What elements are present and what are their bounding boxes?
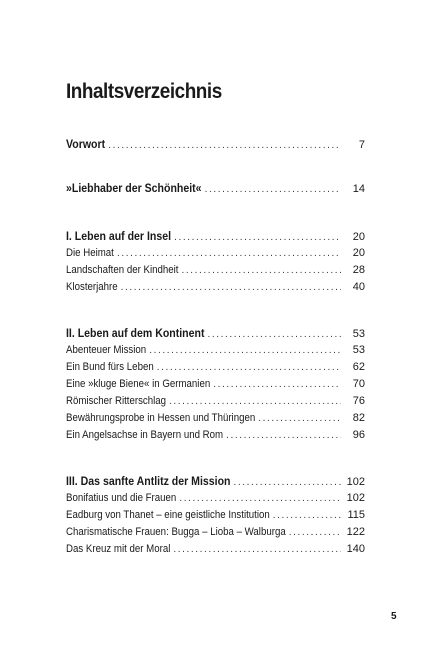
- toc-label: Bonifatius und die Frauen: [66, 492, 177, 504]
- toc-label: I. Leben auf der Insel: [66, 229, 172, 243]
- toc-entry[interactable]: [66, 342, 365, 358]
- toc-page: 14: [352, 183, 365, 195]
- toc-page: 40: [352, 281, 365, 293]
- toc-label: Römischer Ritterschlag: [66, 395, 167, 407]
- dot-leader: [121, 280, 341, 296]
- toc-label: Landschaften der Kindheit: [66, 264, 179, 276]
- page-title: Inhaltsverzeichnis: [66, 80, 222, 103]
- dot-leader: [181, 263, 341, 279]
- toc-entry[interactable]: [66, 245, 365, 261]
- dot-leader: [174, 230, 341, 246]
- dot-leader: [226, 428, 341, 444]
- dot-leader: [213, 377, 341, 393]
- dot-leader: [149, 343, 341, 359]
- toc-entry-part-2[interactable]: [66, 325, 365, 341]
- toc-page: 62: [352, 361, 365, 373]
- dot-leader: [169, 394, 341, 410]
- toc-label: III. Das sanfte Antlitz der Mission: [66, 474, 231, 488]
- toc-page: 53: [352, 344, 365, 356]
- toc-label: II. Leben auf dem Kontinent: [66, 326, 205, 340]
- toc-entry-liebhaber[interactable]: [66, 180, 365, 196]
- dot-leader: [205, 182, 341, 198]
- toc-page: 28: [352, 264, 365, 276]
- toc-entry[interactable]: [66, 279, 365, 295]
- dot-leader: [258, 411, 341, 427]
- toc-page: 102: [346, 476, 365, 488]
- toc-page: 20: [352, 247, 365, 259]
- dot-leader: [117, 246, 341, 262]
- toc-label: Bewährungsprobe in Hessen und Thüringen: [66, 412, 256, 424]
- toc-label: Klosterjahre: [66, 281, 118, 293]
- toc-label: Abenteuer Mission: [66, 344, 147, 356]
- toc-label: Eine »kluge Biene« in Germanien: [66, 378, 211, 390]
- toc-page: 82: [352, 412, 365, 424]
- toc-label: Ein Angelsachse in Bayern und Rom: [66, 429, 224, 441]
- dot-leader: [273, 508, 341, 524]
- toc-page: 115: [347, 509, 365, 521]
- toc-label: Charismatische Frauen: Bugga – Lioba – Walburga: [66, 526, 286, 538]
- toc-entry-vorwort[interactable]: [66, 136, 365, 152]
- toc-entry[interactable]: [66, 507, 365, 523]
- dot-leader: [173, 542, 341, 558]
- toc-label: »Liebhaber der Schönheit«: [66, 181, 202, 195]
- toc-entry[interactable]: [66, 410, 365, 426]
- toc-entry[interactable]: [66, 524, 365, 540]
- dot-leader: [157, 360, 341, 376]
- dot-leader: [208, 327, 341, 343]
- page-number: 5: [391, 611, 397, 622]
- toc-page: 53: [352, 328, 365, 340]
- toc-entry[interactable]: [66, 359, 365, 375]
- toc-entry-part-1[interactable]: [66, 228, 365, 244]
- toc-page: 7: [358, 139, 365, 151]
- toc-page: 20: [352, 231, 365, 243]
- toc-page: 70: [352, 378, 365, 390]
- dot-leader: [179, 491, 341, 507]
- toc-entry[interactable]: [66, 393, 365, 409]
- toc-label: Vorwort: [66, 137, 106, 151]
- toc-entry[interactable]: [66, 541, 365, 557]
- toc-page: 102: [346, 492, 365, 504]
- toc-page: 96: [352, 429, 365, 441]
- toc-entry[interactable]: [66, 490, 365, 506]
- toc-entry[interactable]: [66, 376, 365, 392]
- dot-leader: [233, 475, 341, 491]
- toc-entry[interactable]: [66, 427, 365, 443]
- dot-leader: [289, 525, 341, 541]
- toc-page: 122: [346, 526, 365, 538]
- toc-label: Ein Bund fürs Leben: [66, 361, 154, 373]
- dot-leader: [108, 138, 341, 154]
- toc-entry[interactable]: [66, 262, 365, 278]
- toc-label: Das Kreuz mit der Moral: [66, 543, 171, 555]
- toc-page: 76: [352, 395, 365, 407]
- toc-label: Eadburg von Thanet – eine geistliche Institution: [66, 509, 270, 521]
- toc-label: Die Heimat: [66, 247, 114, 259]
- toc-entry-part-3[interactable]: [66, 473, 365, 489]
- toc-page: 140: [346, 543, 365, 555]
